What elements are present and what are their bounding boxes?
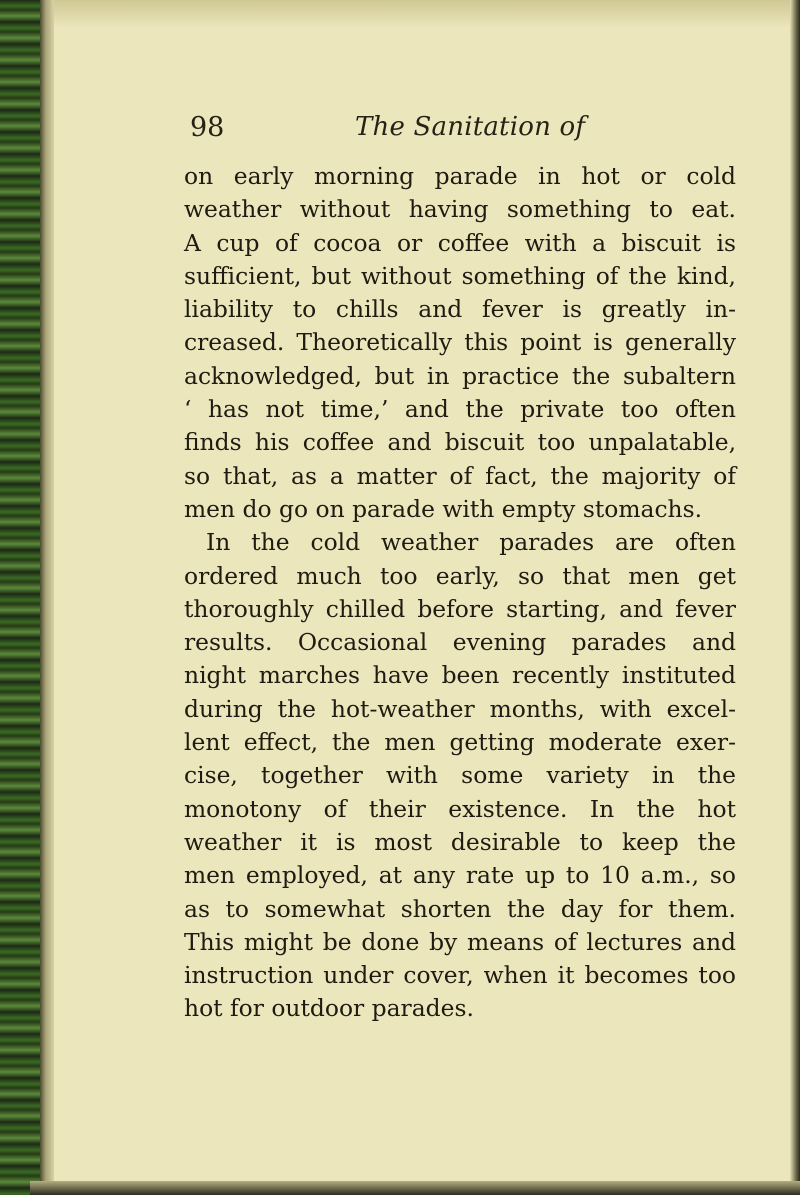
top-page-shadow	[54, 0, 800, 28]
text-line: men do go on parade with empty stomachs.	[184, 494, 703, 523]
text-line: weather it is most desirable to keep the	[184, 827, 736, 856]
page-number: 98	[190, 112, 225, 143]
text-line: acknowledged, but in practice the subaltern	[184, 361, 736, 390]
page-header	[0, 112, 800, 152]
text-line: finds his coffee and biscuit too unpalatable,	[184, 428, 736, 457]
text-line: results. Occasional evening parades and	[184, 628, 736, 657]
text-line: thoroughly chilled before starting, and fever	[184, 594, 736, 623]
text-line: during the hot-weather months, with excel-	[184, 694, 736, 723]
body-text	[184, 160, 736, 1026]
text-line: ‘ has not time,’ and the private too often	[184, 395, 736, 424]
text-line: ordered much too early, so that men get	[184, 561, 736, 590]
running-title: The Sanitation of	[355, 112, 586, 142]
text-line: night marches have been recently instituted	[184, 661, 736, 690]
bottom-page-edge	[30, 1181, 800, 1195]
text-line: as to somewhat shorten the day for them.	[184, 894, 736, 923]
gutter-shadow	[40, 0, 54, 1195]
book-binding	[0, 0, 40, 1195]
text-line: sufficient, but without something of the kind,	[184, 261, 736, 290]
text-line: This might be done by means of lectures and	[184, 927, 736, 956]
text-line: liability to chills and fever is greatly in-	[184, 295, 736, 324]
text-line: creased. Theoretically this point is generally	[184, 328, 736, 357]
text-line: men employed, at any rate up to 10 a.m., so	[184, 861, 736, 890]
text-line: weather without having something to eat.	[184, 195, 736, 224]
text-line: on early morning parade in hot or cold	[184, 162, 736, 190]
text-line: lent effect, the men getting moderate exer-	[184, 728, 736, 757]
right-page-edge	[790, 0, 800, 1195]
text-line: so that, as a matter of fact, the majority of	[184, 461, 736, 490]
text-line: hot for outdoor parades.	[184, 994, 474, 1023]
text-line: monotony of their existence. In the hot	[184, 794, 736, 823]
text-line: instruction under cover, when it becomes too	[184, 961, 736, 990]
text-line: A cup of cocoa or coffee with a biscuit is	[184, 228, 736, 257]
text-line: cise, together with some variety in the	[184, 761, 736, 790]
text-line: In the cold weather parades are often	[206, 528, 736, 557]
